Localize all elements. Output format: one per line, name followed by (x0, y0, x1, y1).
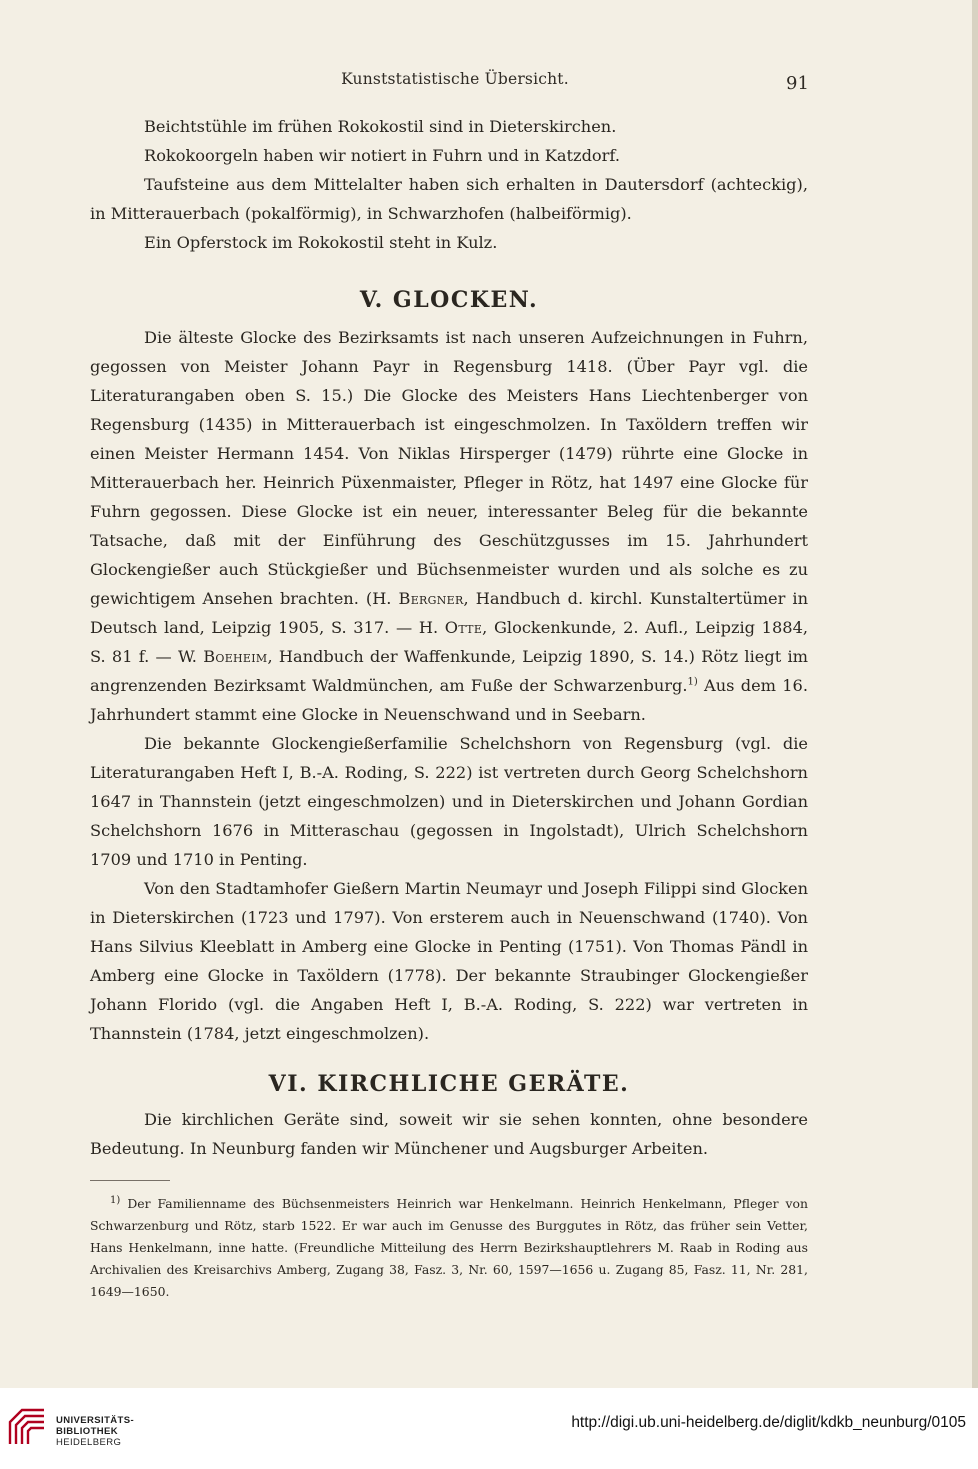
page-edge (972, 0, 978, 1388)
footnote-text: Der Familienname des Büchsenmeisters Heinrich war Henkelmann. Heinrich Henkelmann, Pfleger von Schwarzenburg und Rötz, starb 1522. Er war auch im Genusse des Burggutes in Rötz, das früher sein Vetter, Hans Henkelmann, inne hatte. (Freundliche Mitteilung des Herrn Bezirkshauptlehrers M. Raab in Roding aus Archivalien des Kreisarchivs Amberg, Zugang 38, Fasz. 3, Nr. 60, 1597—1656 u. Zugang 85, Fasz. 11, Nr. 281, 1649—1650. (90, 1196, 808, 1299)
library-logo-icon[interactable] (6, 1406, 48, 1448)
footnote (90, 1193, 808, 1303)
paragraph-offertory: Ein Opferstock im Rokokostil steht in Kulz. (144, 233, 498, 252)
author-boeheim: Boeheim (203, 647, 268, 666)
paragraph-church-vessels: Die kirchlichen Geräte sind, soweit wir sie sehen konnten, ohne besondere Bedeutung. In Neunburg fanden wir Münchener und Augsburger Arbeiten. (90, 1110, 808, 1158)
library-name-line2: BIBLIOTHEK (56, 1426, 119, 1437)
paragraph-bells-history: Die älteste Glocke des Bezirksamts ist nach unseren Aufzeichnungen in Fuhrn, gegossen von Meister Johann Payr in Regensburg 1418. (Über Payr vgl. die Literaturangaben oben S. 15.) Die Glocke des Meisters Hans Liechtenberger von Regensburg (1435) in Mitterauerbach ist eingeschmolzen. In Taxöldern treffen wir einen Meister Hermann 1454. Von Niklas Hirsperger (1479) rührte eine Glocke in Mitterauerbach her. Heinrich Püxenmaister, Pfleger in Rötz, hat 1497 eine Glocke für Fuhrn gegossen. Diese Glocke ist ein neuer, interessanter Beleg für die bekannte Tatsache, daß mit der Einführung des Geschützgusses im 15. Jahrhundert Glockengießer auch Stückgießer und Büchsenmeister wurden und als solche es zu gewichtigem Ansehen brachten. (H. Bergner, Handbuch d. kirchl. Kunstaltertümer in Deutsch land, Leipzig 1905, S. 317. — H. Otte, Glockenkunde, 2. Aufl., Leipzig 1884, S. 81 f. — W. Boeheim, Handbuch der Waffenkunde, Leipzig 1890, S. 14.) Rötz liegt im angrenzenden Bezirksamt Waldmünchen, am Fuße der Schwarzenburg.$^{1)}$ Aus dem 16. Jahrhundert stammt eine Glocke in Neuenschwand und in Seebarn. (90, 328, 809, 724)
footnote-divider (90, 1180, 170, 1181)
library-name-line1: UNIVERSITÄTS- (56, 1415, 135, 1426)
section-heading-church-vessels: VI. KIRCHLICHE GERÄTE. (268, 1071, 630, 1097)
paragraph-schelchshorn: Die bekannte Glockengießerfamilie Schelchshorn von Regensburg (vgl. die Literaturangaben Heft I, B.-A. Roding, S. 222) ist vertreten durch Georg Schelchshorn 1647 in Thannstein (jetzt eingeschmolzen) und in Dieterskirchen und Johann Gordian Schelchshorn 1676 in Mitteraschau (gegossen in Ingolstadt), Ulrich Schelchshorn 1709 und 1710 in Penting. (90, 734, 808, 869)
running-title: Kunststatistische Übersicht. (341, 70, 569, 88)
page-number: 91 (786, 73, 809, 94)
paragraph-organs: Rokokoorgeln haben wir notiert in Fuhrn und in Katzdorf. (144, 146, 620, 165)
paragraph-stadtamhof: Von den Stadtamhofer Gießern Martin Neumayr und Joseph Filippi sind Glocken in Dieterskirchen (1723 und 1797). Von ersterem auch in Neuenschwand (1740). Von Hans Silvius Kleeblatt in Amberg eine Glocke in Penting (1751). Von Thomas Pändl in Amberg eine Glocke in Taxöldern (1778). Der bekannte Straubinger Glockengießer Johann Florido (vgl. die Angaben Heft I, B.-A. Roding, S. 222) war vertreten in Thannstein (1784, jetzt eingeschmolzen). (90, 879, 808, 1043)
section-heading-bells: V. GLOCKEN. (359, 287, 539, 313)
paragraph-fonts: Taufsteine aus dem Mittelalter haben sich erhalten in Dautersdorf (achteckig), in Mitterauerbach (pokalförmig), in Schwarzhofen (halbeiförmig). (90, 175, 808, 223)
footer-bar (0, 1388, 978, 1469)
permalink-url[interactable]: http://digi.ub.uni-heidelberg.de/diglit/kdkb_neunburg/0105 (571, 1414, 966, 1431)
body-text (90, 112, 808, 1303)
library-name-line3: HEIDELBERG (56, 1437, 122, 1448)
author-otte: Otte (444, 618, 483, 637)
paragraph-confessionals: Beichtstühle im frühen Rokokostil sind in Dieterskirchen. (144, 117, 617, 136)
author-bergner: Bergner (398, 589, 464, 608)
page-header (0, 70, 978, 94)
library-name (56, 1415, 134, 1448)
footnote-reference[interactable]: 1) (687, 676, 698, 688)
footnote-marker: 1) (110, 1194, 121, 1206)
